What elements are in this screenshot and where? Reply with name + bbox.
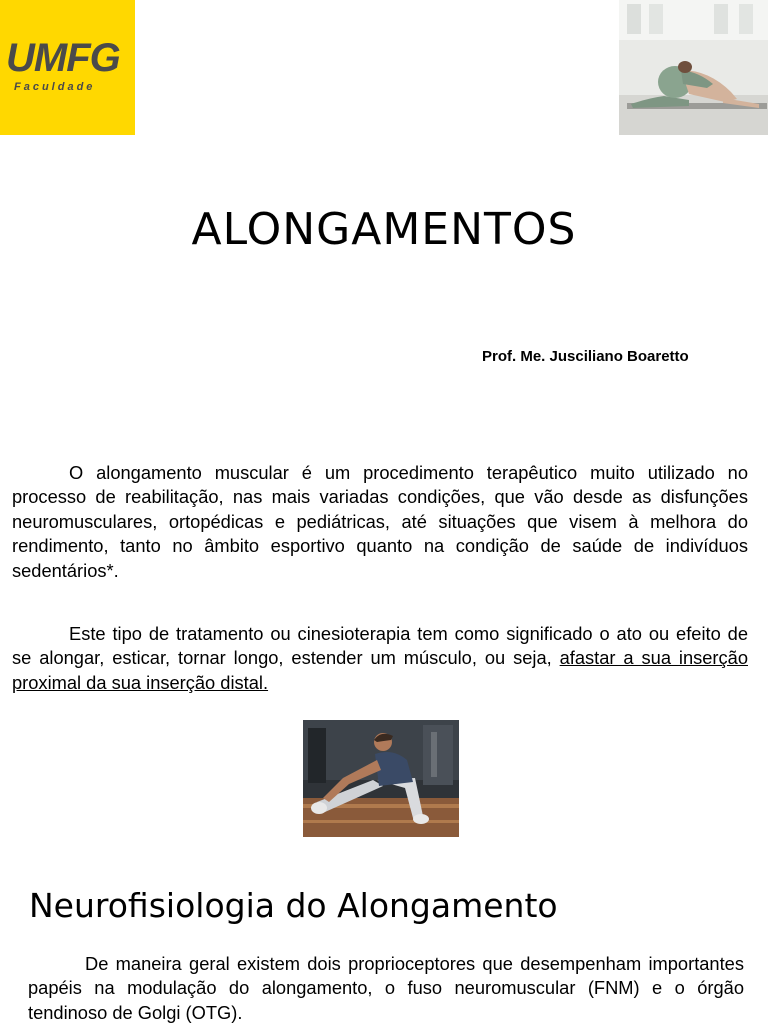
intro-paragraph — [12, 461, 748, 583]
yoga-pose-photo — [619, 0, 768, 135]
author-name: Prof. Me. Jusciliano Boaretto — [482, 348, 689, 365]
neurophysiology-paragraph-text: De maneira geral existem dois proprioceptores que desempenham importantes papéis na modulação do alongamento, o fuso neuromuscular (FNM) e o órgão tendinoso de Golgi (OTG). — [28, 953, 744, 1023]
page-title: ALONGAMENTOS — [191, 204, 577, 255]
stretching-man-photo — [303, 720, 459, 837]
neurophysiology-paragraph — [28, 952, 744, 1025]
section-heading: Neurofisiologia do Alongamento — [29, 886, 558, 925]
intro-paragraph-text: O alongamento muscular é um procedimento terapêutico muito utilizado no processo de reabilitação, nas mais variadas condições, que vão desde as disfunções neuromusculares, ortopédicas e pediátricas, até situações que visem à melhora do rendimento, tanto no âmbito esportivo quanto na condição de saúde de indivíduos sedentários*. — [12, 462, 748, 581]
definition-paragraph-text: Este tipo de tratamento ou cinesioterapia tem como significado o ato ou efeito de se alongar, esticar, tornar longo, estender um músculo, ou seja, — [12, 623, 748, 669]
umfg-logo — [0, 0, 135, 135]
definition-paragraph — [12, 622, 748, 695]
logo-subtitle: Faculdade — [14, 81, 96, 93]
logo-brand: UMFG — [6, 36, 120, 80]
definition-underlined-text: afastar a sua inserção proximal da sua inserção distal. — [12, 647, 748, 693]
